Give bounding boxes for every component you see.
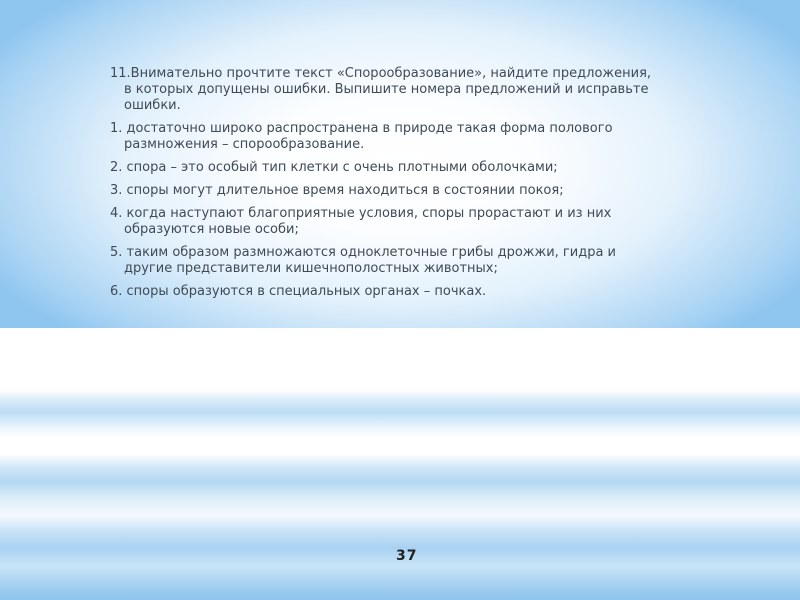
list-item-number: 2. <box>110 160 123 175</box>
slide-content <box>110 66 655 307</box>
list-item-number: 6. <box>110 284 123 299</box>
list-item <box>110 284 655 300</box>
list-item-text: достаточно широко распространена в природе такая форма полового размножения – спорообразование. <box>122 121 613 152</box>
list-item-number: 5. <box>110 245 123 260</box>
list-item <box>110 121 655 153</box>
list-item <box>110 245 655 277</box>
list-item <box>110 206 655 238</box>
list-item-text: спора – это особый тип клетки с очень плотными оболочками; <box>122 160 558 175</box>
list-item-number: 3. <box>110 183 123 198</box>
list-item-number: 1. <box>110 121 123 136</box>
white-band <box>0 328 800 390</box>
list-item-text: когда наступают благоприятные условия, споры прорастают и из них образуются новые особи; <box>122 206 612 237</box>
list-item <box>110 160 655 176</box>
list-item-number: 4. <box>110 206 123 221</box>
list-item-text: споры могут длительное время находиться в состоянии покоя; <box>122 183 564 198</box>
task-heading: 11.Внимательно прочтите текст «Спорообразование», найдите предложения, в которых допущены ошибки. Выпишите номера предложений и исправьте ошибки. <box>110 66 652 113</box>
page-number: 37 <box>396 548 418 564</box>
list-item <box>110 183 655 199</box>
bottom-background-panel <box>0 390 800 600</box>
list-item-text: споры образуются в специальных органах – почках. <box>122 284 487 299</box>
list-item-text: таким образом размножаются одноклеточные грибы дрожжи, гидра и другие представители кишечнополостных животных; <box>122 245 616 276</box>
